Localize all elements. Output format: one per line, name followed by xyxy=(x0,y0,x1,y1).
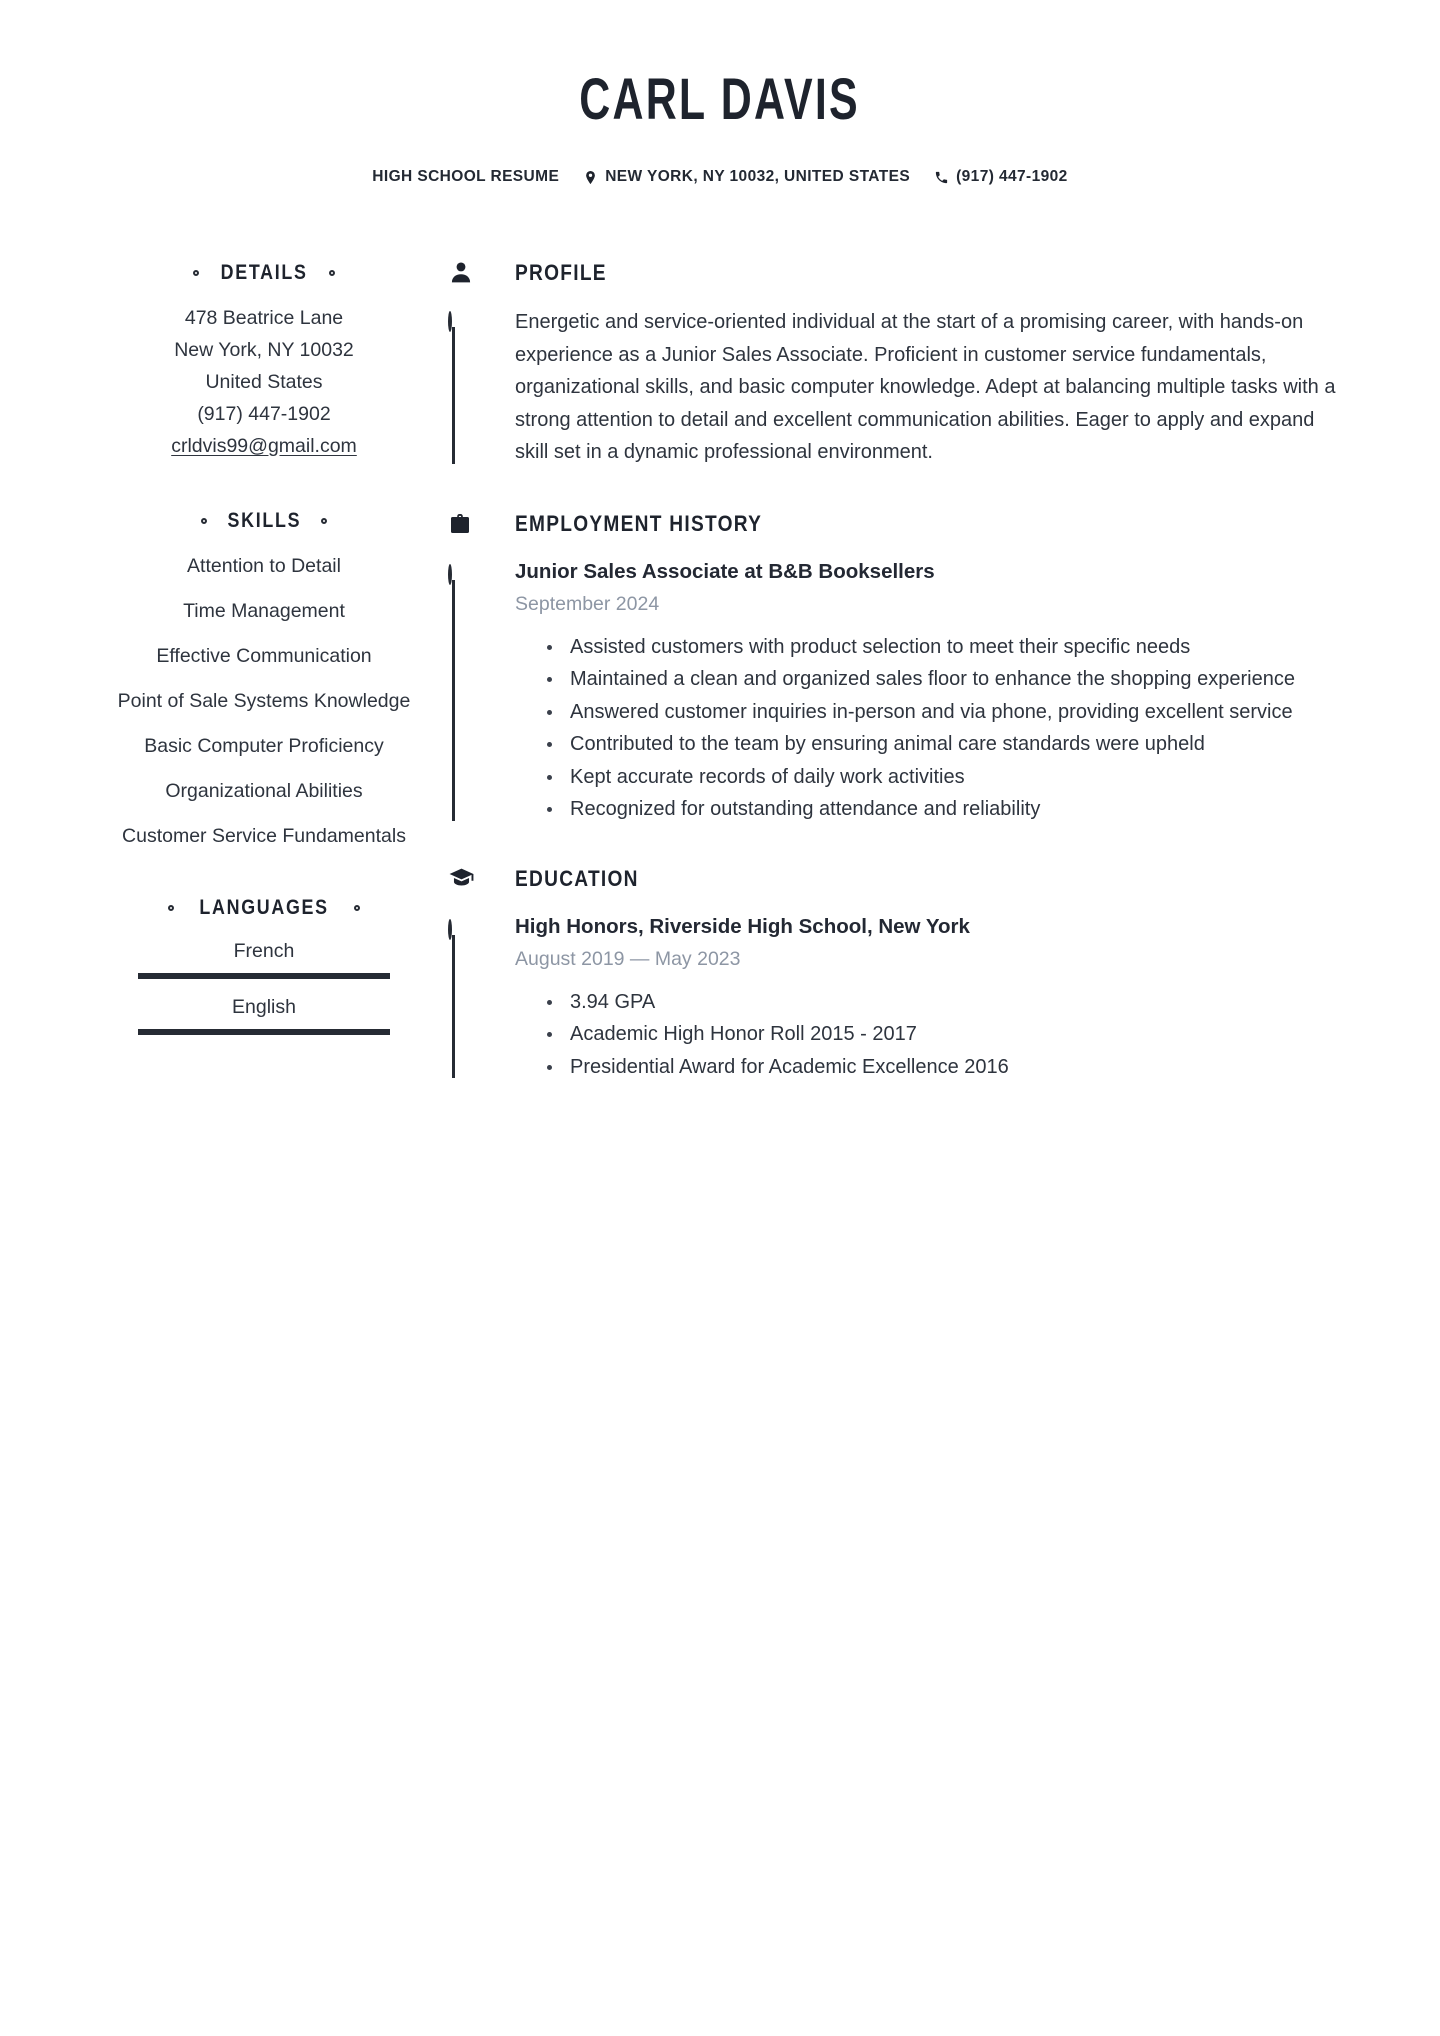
education-bullet: Presidential Award for Academic Excellence 2016 xyxy=(545,1051,1340,1084)
education-bullet: Academic High Honor Roll 2015 - 2017 xyxy=(545,1018,1340,1051)
job-bullet: Recognized for outstanding attendance and reliability xyxy=(545,793,1340,826)
timeline-line xyxy=(452,935,455,1079)
ring-icon xyxy=(193,270,199,276)
content-columns xyxy=(0,258,1440,1083)
briefcase-icon xyxy=(448,512,515,536)
timeline-rail xyxy=(448,921,460,1079)
ring-icon xyxy=(168,905,174,911)
languages-title: LANGUAGES xyxy=(199,896,329,919)
details-line: United States xyxy=(205,371,323,393)
education-bullets xyxy=(515,986,1340,1084)
profile-section xyxy=(448,258,1340,469)
education-entry xyxy=(448,914,1340,1084)
main-column xyxy=(448,258,1340,1083)
skill-item: Basic Computer Proficiency xyxy=(144,735,384,757)
document-type-text: HIGH SCHOOL RESUME xyxy=(372,168,560,185)
education-header xyxy=(448,864,1340,894)
profile-text: Energetic and service-oriented individual at the start of a promising career, with hands-on experience as a Junior Sales Associate. Proficient in customer service fundamentals, organizational skills, and basic computer knowledge. Adept at balancing multiple tasks with a strong attention to detail and excellent communication abilities. Eager to apply and expand skill set in a dynamic professional environment. xyxy=(515,311,1336,463)
language-name: English xyxy=(232,996,296,1018)
skill-item: Customer Service Fundamentals xyxy=(122,825,406,847)
job-bullet: Assisted customers with product selection to meet their specific needs xyxy=(545,631,1340,664)
education-date: August 2019 — May 2023 xyxy=(515,947,741,970)
education-section xyxy=(448,864,1340,1084)
job-bullets xyxy=(515,631,1340,826)
ring-icon xyxy=(321,518,327,524)
email-row xyxy=(100,430,428,462)
employment-entry xyxy=(448,559,1340,826)
location-text: NEW YORK, NY 10032, UNITED STATES xyxy=(605,168,911,185)
details-lines xyxy=(100,302,428,430)
education-title: EDUCATION xyxy=(515,865,639,891)
education-bullet: 3.94 GPA xyxy=(545,986,1340,1019)
details-section xyxy=(100,258,428,462)
languages-section xyxy=(100,893,428,1035)
ring-icon xyxy=(329,270,335,276)
languages-header xyxy=(100,893,428,923)
details-title: DETAILS xyxy=(220,261,308,284)
details-line: 478 Beatrice Lane xyxy=(184,307,344,329)
timeline-line xyxy=(452,327,455,464)
timeline-line xyxy=(452,580,455,821)
skills-header xyxy=(100,506,428,536)
timeline-rail xyxy=(448,566,460,821)
sidebar xyxy=(100,258,428,1083)
phone-segment xyxy=(934,168,1068,186)
graduation-cap-icon xyxy=(448,865,515,892)
skill-item: Point of Sale Systems Knowledge xyxy=(117,690,411,712)
skills-title: SKILLS xyxy=(227,509,301,532)
details-header xyxy=(100,258,428,288)
language-name: French xyxy=(233,940,295,962)
document-header xyxy=(0,0,1440,186)
job-bullet: Contributed to the team by ensuring animal care standards were upheld xyxy=(545,728,1340,761)
education-degree: High Honors, Riverside High School, New York xyxy=(515,914,970,938)
email-link[interactable]: crldvis99@gmail.com xyxy=(171,435,357,457)
contact-line xyxy=(0,168,1440,186)
job-bullet: Answered customer inquiries in-person and via phone, providing excellent service xyxy=(545,696,1340,729)
phone-text: (917) 447-1902 xyxy=(956,168,1068,185)
details-line: New York, NY 10032 xyxy=(174,339,354,361)
job-bullet: Maintained a clean and organized sales floor to enhance the shopping experience xyxy=(545,663,1340,696)
language-item xyxy=(100,993,428,1035)
ring-icon xyxy=(201,518,207,524)
timeline-rail xyxy=(448,313,460,464)
profile-entry xyxy=(448,306,1340,469)
details-line: (917) 447-1902 xyxy=(197,403,331,425)
job-title: Junior Sales Associate at B&B Booksellers xyxy=(515,559,935,583)
ring-icon xyxy=(354,905,360,911)
languages-list xyxy=(100,937,428,1035)
skill-item: Time Management xyxy=(183,600,345,622)
employment-section xyxy=(448,509,1340,826)
person-icon xyxy=(448,260,515,286)
document-type-label xyxy=(372,168,559,186)
skill-item: Attention to Detail xyxy=(187,555,341,577)
person-name: CARL DAVIS xyxy=(579,67,861,132)
location-segment xyxy=(583,168,910,186)
job-bullet: Kept accurate records of daily work activities xyxy=(545,761,1340,794)
profile-header xyxy=(448,258,1340,288)
employment-header xyxy=(448,509,1340,539)
skill-item: Organizational Abilities xyxy=(165,780,363,802)
employment-title: EMPLOYMENT HISTORY xyxy=(515,510,763,536)
language-item xyxy=(100,937,428,979)
map-pin-icon xyxy=(583,169,598,186)
phone-icon xyxy=(934,170,949,185)
job-date: September 2024 xyxy=(515,592,660,615)
skills-section xyxy=(100,506,428,859)
language-proficiency-bar xyxy=(138,973,390,979)
language-proficiency-bar xyxy=(138,1029,390,1035)
skills-list xyxy=(100,544,428,859)
skill-item: Effective Communication xyxy=(156,645,372,667)
profile-title: PROFILE xyxy=(515,260,607,285)
